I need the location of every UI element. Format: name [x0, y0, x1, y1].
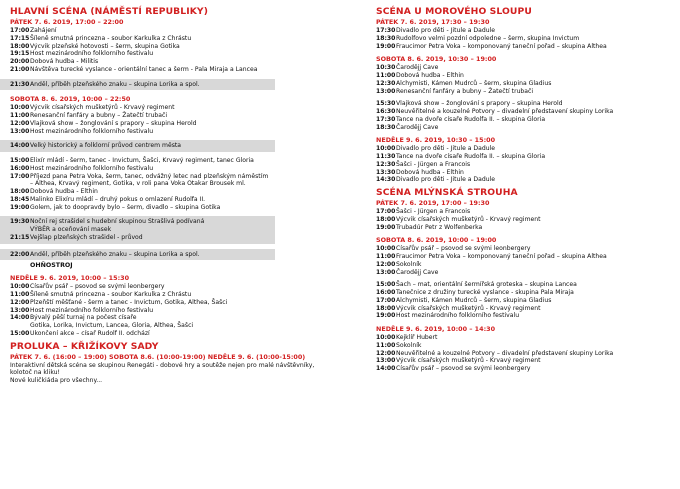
time: 21:00	[10, 65, 30, 73]
time: 10:00	[10, 283, 30, 291]
event-continuation: VÝBĚR a oceňování masek	[30, 226, 112, 233]
event: Host mezinárodního folklorního festivalu	[30, 50, 154, 58]
day-heading: NEDĚLE 9. 6. 2019, 10:00 – 15:30	[10, 274, 130, 283]
fireworks-label: OHŇOSTROJ	[30, 262, 73, 270]
schedule-row	[10, 120, 275, 128]
day-heading: PÁTEK 7. 6. 2019, 17:30 – 19:30	[376, 18, 490, 26]
event: Velký historický a folklorní průvod centrem města	[30, 142, 182, 150]
highlight-block	[0, 140, 275, 152]
time: 12:30	[376, 160, 396, 168]
day-heading: NEDĚLE 9. 6. 2019, 10:30 – 15:00	[376, 136, 496, 145]
time: 12:00	[10, 119, 30, 127]
event: Ukončení akce – císař Rudolf II. odchází	[30, 329, 150, 337]
event: Divadlo pro děti - Jitule a Dadule	[396, 176, 496, 184]
event: Dobová hudba - Elthin	[30, 188, 98, 195]
event: Tance na dvoře císaře Rudolfa II. – skupina Gloria	[396, 153, 546, 160]
event: Anděl, příběh plzeňského znaku – skupina Lorika a spol.	[30, 80, 200, 88]
event: Návštěva turecké vyslance - orientální tanec a šerm - Pala Miraja a Lancea	[30, 65, 258, 73]
event: Šach – mat, orientální šermířská groteska – skupina Lancea	[396, 281, 577, 289]
event: Šašci - Jürgen a Francois	[396, 208, 471, 215]
schedule-row	[10, 112, 275, 120]
event: Host mezinárodního folklorního festivalu	[396, 312, 520, 320]
event: Rudolfovo velmi pozdní odpoledne – šerm, skupina Invictum	[396, 34, 580, 42]
schedule-row	[376, 297, 668, 305]
day-heading: PÁTEK 7. 6. 2019, 17:00 – 22:00	[10, 18, 124, 26]
description-line: Interaktivní dětská scéna se skupinou Renegáti - dobové hry a soutěže nejen pro malé návštěvníky,	[10, 361, 315, 369]
schedule-row	[10, 330, 275, 338]
time: 17:15	[10, 34, 30, 42]
schedule-row	[376, 100, 668, 108]
time: 13:00	[10, 127, 30, 135]
time: 17:00	[376, 296, 396, 304]
schedule-row	[10, 81, 275, 89]
time: 17:00	[10, 27, 30, 34]
day-heading: SOBOTA 8. 6. 2019, 10:00 – 19:00	[376, 236, 497, 245]
time: 16:00	[10, 164, 30, 172]
time: 17:30	[376, 115, 396, 123]
time: 12:00	[376, 349, 396, 357]
time: 11:00	[376, 253, 396, 260]
time: 13:00	[376, 87, 396, 95]
time: 13:00	[10, 306, 30, 314]
left-column	[10, 6, 315, 385]
schedule-row	[10, 50, 275, 58]
time: 10:00	[376, 245, 396, 253]
schedule-row	[376, 357, 668, 365]
time: 11:00	[376, 341, 396, 349]
event-continuation: – Althea, Krvavý regiment, Gotika, v roli pana Voka Otakar Brousek ml.	[30, 180, 246, 188]
time: 19:00	[376, 223, 396, 231]
time: 16:00	[376, 289, 396, 296]
event: Alchymisti, Kámen Mudrců – šerm, skupina Gladius	[396, 79, 552, 87]
schedule-row	[10, 128, 275, 136]
schedule-row	[10, 142, 275, 150]
schedule-row	[376, 312, 668, 320]
event: Šašci - Jürgen a Francois	[396, 160, 471, 168]
schedule-row	[10, 204, 275, 212]
event: Tance na dvoře císaře Rudolfa II. – skupina Gloria	[396, 115, 546, 123]
schedule-row	[10, 299, 275, 307]
time: 11:30	[376, 153, 396, 160]
schedule-row	[10, 35, 275, 43]
schedule-row	[376, 245, 668, 253]
time: 18:00	[376, 304, 396, 312]
schedule-row	[10, 291, 275, 299]
time: 11:00	[376, 72, 396, 79]
time: 20:00	[10, 58, 30, 65]
section-title-morovy-sloup: SCÉNA U MOROVÉHO SLOUPU	[376, 6, 532, 17]
time: 10:00	[376, 334, 396, 341]
event: Fraucimor Petra Voka – komponovaný taneční pořad – skupina Althea	[396, 253, 607, 260]
time: 10:00	[376, 145, 396, 153]
schedule-row	[376, 161, 668, 169]
time: 19:00	[10, 203, 30, 211]
time: 18:00	[10, 188, 30, 195]
time: 18:45	[10, 195, 30, 203]
event: Vlajková show – žonglování s prapory – skupina Herold	[396, 100, 563, 108]
event: Host mezinárodního folklorního festivalu	[30, 127, 154, 135]
time: 14:00	[10, 314, 30, 322]
time: 12:30	[376, 79, 396, 87]
event: Malinko Elixíru mládí – druhý pokus o omlazení Rudolfa II.	[30, 195, 206, 203]
schedule-row	[376, 27, 668, 35]
section-title-hlavni-scena: HLAVNÍ SCÉNA (NÁMĚSTÍ REPUBLIKY)	[10, 6, 208, 17]
time: 10:00	[10, 104, 30, 112]
event: Dobová hudba - Militis	[30, 58, 99, 65]
schedule-row	[376, 208, 668, 216]
time: 18:30	[376, 34, 396, 42]
time: 13:30	[376, 168, 396, 176]
time: 19:00	[376, 312, 396, 320]
event: Fraucimor Petra Voka – komponovaný taneční pořad – skupina Althea	[396, 42, 607, 50]
event: Sokolník	[396, 260, 422, 268]
event: Dobová hudba - Elthin	[396, 72, 464, 79]
event: Císařův psář – psovod se svými leonbergery	[396, 365, 531, 372]
schedule-row	[10, 196, 275, 204]
schedule-row	[376, 261, 668, 269]
time: 16:30	[376, 108, 396, 115]
highlight-block	[0, 216, 275, 243]
schedule-row	[376, 35, 668, 43]
day-heading: SOBOTA 8. 6. 2019, 10:00 – 22:50	[10, 95, 131, 104]
time: 14:00	[10, 142, 30, 150]
time: 15:00	[10, 157, 30, 164]
event: Alchymisti, Kámen Mudrců – šerm, skupina Gladius	[396, 296, 552, 304]
time: 13:00	[376, 357, 396, 365]
event: Výcvik císařských mušketýrů - Krvavý regiment	[396, 304, 541, 312]
schedule-row	[10, 27, 275, 35]
time: 17:00	[10, 172, 30, 180]
schedule-row	[376, 124, 668, 132]
event: Císařův psář – psovod se svými leonbergery	[396, 245, 531, 253]
event: Čarodějj Cave	[396, 123, 439, 131]
schedule-row	[376, 281, 668, 289]
time: 11:00	[10, 291, 30, 298]
event: Dobová hudba - Elthin	[396, 168, 464, 176]
time: 10:30	[376, 64, 396, 72]
schedule-row	[10, 314, 275, 322]
time: 19:00	[376, 42, 396, 50]
time: 12:00	[376, 260, 396, 268]
event: Vlajková show – žonglování s prapory – skupina Herold	[30, 119, 197, 127]
event: Golem, jak to doopravdy bylo – šerm, divadlo – skupina Gotika	[30, 203, 221, 211]
time: 18:00	[10, 42, 30, 50]
event: Čarodějj Cave	[396, 64, 439, 72]
event: Renesanční fanfáry a bubny – Žatečtí trubači	[30, 112, 168, 119]
time: 21:30	[10, 80, 30, 88]
schedule-row	[376, 108, 668, 116]
time: 11:00	[10, 112, 30, 119]
event: Plzeňští měšťané - šerm a tanec - Invictum, Gotika, Althea, Šašci	[30, 298, 228, 306]
schedule-row	[10, 188, 275, 196]
event: Šíleně smutná princezna - soubor Karkulka z Chrástu	[30, 291, 192, 298]
time: 18:00	[376, 215, 396, 223]
time: 15:00	[10, 329, 30, 337]
time: 22:00	[10, 250, 30, 258]
event: Noční rej strašidel s hudební skupinou Strašlivá podívaná	[30, 218, 205, 226]
description-line: kolotoč na kliku!	[10, 369, 60, 377]
event: Bývalý pěší turnaj na počest císaře	[30, 314, 137, 322]
schedule-row	[10, 66, 275, 74]
schedule-row	[376, 253, 668, 261]
time: 21:15	[10, 233, 30, 241]
time: 15:00	[376, 281, 396, 289]
schedule-row	[376, 88, 668, 96]
schedule-row	[376, 365, 668, 373]
time: 19:15	[10, 50, 30, 58]
schedule-row	[376, 72, 668, 80]
schedule-row	[376, 176, 668, 184]
day-heading: PÁTEK 7. 6. (16:00 – 19:00) SOBOTA 8.6. (10:00-19:00) NEDĚLE 9. 6. (10:00-15:00)	[10, 352, 306, 361]
event: Zahájení	[30, 27, 57, 34]
event: Příjezd pana Petra Voka, šerm, tanec, odvážný letec nad plzeňským náměstím	[30, 172, 269, 180]
description-line: Nové kuličkiáda pro všechny...	[10, 377, 103, 384]
time: 17:30	[376, 27, 396, 34]
schedule-row	[10, 165, 275, 173]
schedule-row	[376, 145, 668, 153]
schedule-row	[376, 216, 668, 224]
event: Neuvěřitelné a kouzelné Potvory – divadelní představení skupiny Lorika	[396, 108, 614, 115]
time: 13:00	[376, 268, 396, 276]
time: 15:30	[376, 100, 396, 108]
schedule-row	[10, 58, 275, 66]
event: Výcvik císařských mušketýrů - Krvavý regiment	[30, 104, 175, 112]
schedule-row	[10, 251, 275, 259]
event: Elixír mládí - šerm, tanec - Invictum, Šašci, Krvavý regiment, tanec Gloria	[30, 157, 254, 164]
section-title-mlynska-strouha: SCÉNA MLÝNSKÁ STROUHA	[376, 187, 518, 198]
event: Neuvěřitelné a kouzelné Potvory – divadelní představení skupiny Lorika	[396, 349, 614, 357]
event: Výcvik plzeňské hotovosti – šerm, skupina Gotika	[30, 42, 180, 50]
schedule-row	[376, 80, 668, 88]
day-heading: SOBOTA 8. 6. 2019, 10:30 – 19:00	[376, 55, 497, 64]
schedule-row	[10, 157, 275, 165]
schedule-row	[376, 153, 668, 161]
event: Renesanční fanfáry a bubny – Žatečtí trubači	[396, 87, 534, 95]
section-title-proluka: PROLUKA – KŘIŽÍKOVY SADY	[10, 340, 159, 352]
event: Host mezinárodního folklorního festivalu	[30, 164, 154, 172]
event: Divadlo pro děti - Jitule a Dadule	[396, 27, 496, 34]
time: 19:30	[10, 218, 30, 226]
right-column	[376, 6, 668, 373]
time: 17:00	[376, 208, 396, 215]
schedule-row	[376, 43, 668, 51]
event: Host mezinárodního folklorního festivalu	[30, 306, 154, 314]
event: Šíleně smutná princezna - soubor Karkulka z Chrástu	[30, 34, 192, 42]
event: Trubadúr Petr z Wolfenberka	[396, 223, 483, 231]
event-continuation: Gotika, Lorika, Invictum, Lancea, Gloria, Althea, Šašci	[30, 322, 194, 329]
schedule-row	[376, 224, 668, 232]
schedule-row	[376, 334, 668, 342]
highlight-block	[0, 79, 275, 91]
time: 14:00	[376, 365, 396, 372]
highlight-block	[0, 249, 275, 261]
time: 18:30	[376, 123, 396, 131]
time: 12:00	[10, 298, 30, 306]
event: Kejklíř Hubert	[396, 334, 438, 341]
schedule-row	[376, 269, 668, 277]
time: 14:30	[376, 176, 396, 184]
event: Čarodějj Cave	[396, 268, 439, 276]
schedule-row	[10, 104, 275, 112]
schedule-row	[10, 234, 275, 242]
day-heading: NEDĚLE 9. 6. 2019, 10:00 – 14:30	[376, 325, 496, 333]
schedule-row	[376, 342, 668, 350]
day-heading: PÁTEK 7. 6. 2019, 17:00 – 19:30	[376, 199, 490, 207]
event: Císařův psář – psovod se svými leonbergery	[30, 283, 165, 291]
schedule-row	[10, 283, 275, 291]
schedule-row	[10, 218, 275, 226]
schedule-row	[376, 116, 668, 124]
event: Výcvik císařských mušketýrů - Krvavý regiment	[396, 357, 541, 365]
event: Anděl, příběh plzeňského znaku – skupina Lorika a spol.	[30, 250, 200, 258]
event: Tanečnice z družiny turecké vyslance - skupina Pala Miraja	[396, 289, 574, 296]
schedule-row	[376, 289, 668, 297]
event: Divadlo pro děti - Jitule a Dadule	[396, 145, 496, 153]
event: Vejšlap plzeňských strašidel - průvod	[30, 233, 143, 241]
event: Výcvik císařských mušketýrů - Krvavý regiment	[396, 215, 541, 223]
event: Sokolník	[396, 341, 422, 349]
schedule-row	[376, 64, 668, 72]
